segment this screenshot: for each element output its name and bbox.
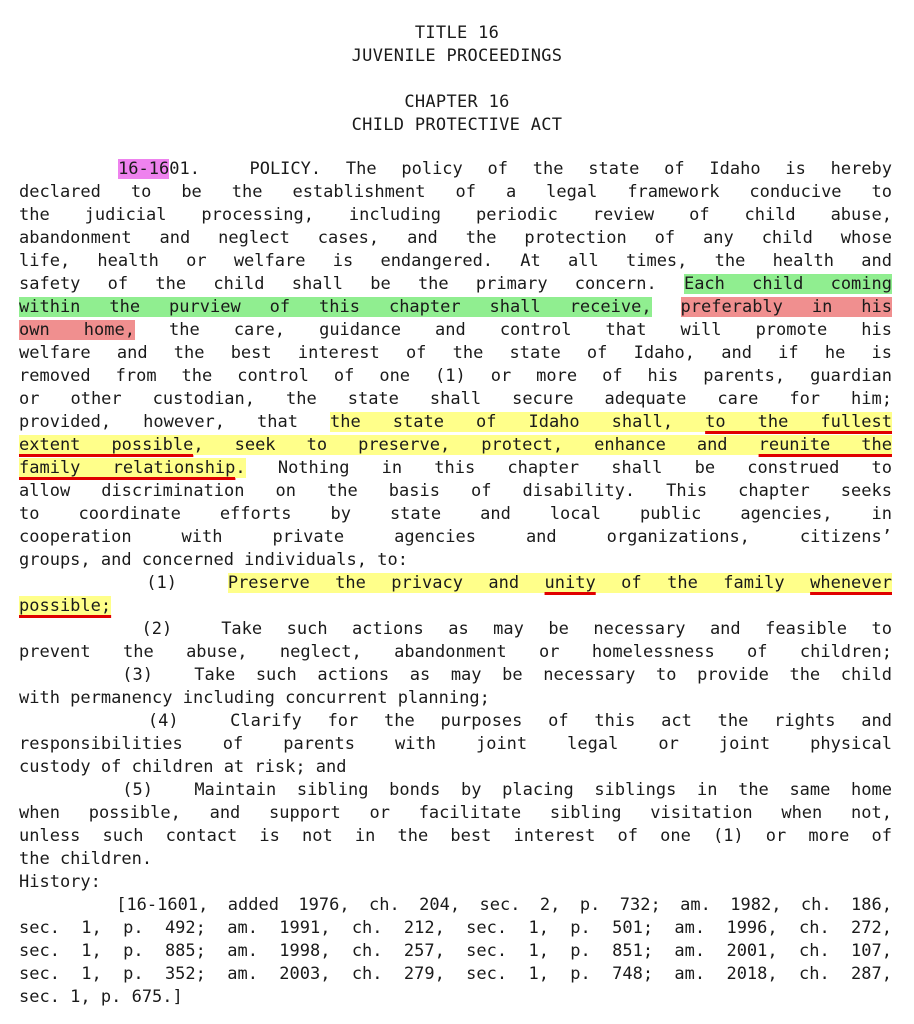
- text-line: [19, 158, 892, 181]
- text-line: [19, 894, 892, 917]
- text-line: [19, 204, 892, 227]
- text-run: 01. POLICY. The policy of the state of Idaho is hereby: [169, 159, 892, 179]
- text-run: (3) Take such actions as may be necessary to provide the child: [19, 665, 892, 685]
- text-run: or other custodian, the state shall secure adequate care for him;: [19, 389, 892, 409]
- highlight-yellow-underlined: whenever: [810, 573, 892, 593]
- text-line: [19, 388, 892, 411]
- text-run: safety of the child shall be the primary concern.: [19, 274, 684, 294]
- text-line: [19, 963, 892, 986]
- text-line: [19, 411, 892, 434]
- highlight-yellow-underlined: extent possible: [19, 435, 194, 455]
- highlight-green: within the purview of this chapter shall receive,: [19, 297, 652, 317]
- text-run: removed from the control of one (1) or more of his parents, guardian: [19, 366, 892, 386]
- text-run: provided, however, that: [19, 412, 331, 432]
- text-run: (1): [19, 573, 228, 593]
- text-run: cooperation with private agencies and organizations, citizens’: [19, 527, 892, 547]
- text-line: [19, 917, 892, 940]
- text-line: [19, 319, 892, 342]
- highlight-yellow-underlined: to the fullest: [705, 412, 893, 432]
- text-line: [19, 871, 892, 894]
- text-line: [19, 457, 892, 480]
- text-line: [19, 641, 892, 664]
- text-line: [19, 572, 892, 595]
- text-run: the children.: [19, 849, 153, 869]
- highlight-yellow: .: [235, 458, 246, 478]
- text-line: [19, 296, 892, 319]
- text-run: Nothing in this chapter shall be construed to: [245, 458, 892, 478]
- text-line: [19, 848, 892, 871]
- text-run: unless such contact is not in the best interest of one (1) or more of: [19, 826, 892, 846]
- text-line: [19, 181, 892, 204]
- text-line: [19, 595, 892, 618]
- text-run: declared to be the establishment of a legal framework conducive to: [19, 182, 892, 202]
- text-line: [19, 549, 892, 572]
- text-run: (5) Maintain sibling bonds by placing siblings in the same home: [19, 780, 892, 800]
- text-line: [19, 526, 892, 549]
- text-run: the care, guidance and control that will promote his: [134, 320, 892, 340]
- text-run: sec. 1, p. 352; am. 2003, ch. 279, sec. 1, p. 748; am. 2018, ch. 287,: [19, 964, 892, 984]
- highlight-yellow: Preserve the privacy and: [227, 573, 545, 593]
- text-run: allow discrimination on the basis of disability. This chapter seeks: [19, 481, 892, 501]
- highlight-yellow-underlined: unity: [544, 573, 596, 593]
- text-run: (2) Take such actions as may be necessary and feasible to: [19, 619, 892, 639]
- highlight-magenta: 16-16: [118, 159, 170, 179]
- text-run: prevent the abuse, neglect, abandonment or homelessness of children;: [19, 642, 892, 662]
- text-line: [19, 779, 892, 802]
- text-run: sec. 1, p. 885; am. 1998, ch. 257, sec. 1, p. 851; am. 2001, ch. 107,: [19, 941, 892, 961]
- text-run: when possible, and support or facilitate sibling visitation when not,: [19, 803, 892, 823]
- text-line: [19, 227, 892, 250]
- highlight-yellow: of the family: [595, 573, 811, 593]
- text-line: [19, 825, 892, 848]
- highlight-yellow: the state of Idaho shall,: [330, 412, 706, 432]
- text-line: [19, 273, 892, 296]
- text-line: [19, 434, 892, 457]
- text-line: [19, 618, 892, 641]
- text-line: [19, 480, 892, 503]
- highlight-green: Each child coming: [683, 274, 892, 294]
- text-line: [19, 664, 892, 687]
- text-line: [19, 986, 892, 1009]
- text-run: groups, and concerned individuals, to:: [19, 550, 408, 570]
- text-run: the judicial processing, including periodic review of child abuse,: [19, 205, 892, 225]
- text-run: History:: [19, 872, 101, 892]
- text-line: [19, 710, 892, 733]
- text-run: [16-1601, added 1976, ch. 204, sec. 2, p. 732; am. 1982, ch. 186,: [19, 895, 892, 915]
- text-run: welfare and the best interest of the state of Idaho, and if he is: [19, 343, 892, 363]
- highlight-yellow-underlined: family relationship: [19, 458, 236, 478]
- highlight-pink: own home,: [19, 320, 135, 340]
- text-line: [19, 687, 892, 710]
- text-line: [19, 250, 892, 273]
- text-line: [19, 756, 892, 779]
- text-line: [19, 733, 892, 756]
- title-line-1: TITLE 16: [414, 23, 500, 43]
- text-run: abandonment and neglect cases, and the protection of any child whose: [19, 228, 892, 248]
- chapter-line-1: CHAPTER 16: [404, 92, 510, 112]
- text-run: [652, 297, 681, 317]
- text-line: [19, 365, 892, 388]
- highlight-yellow-underlined: reunite the: [758, 435, 892, 455]
- text-run: sec. 1, p. 492; am. 1991, ch. 212, sec. 1, p. 501; am. 1996, ch. 272,: [19, 918, 892, 938]
- text-run: to coordinate efforts by state and local public agencies, in: [19, 504, 892, 524]
- chapter-line-2: CHILD PROTECTIVE ACT: [351, 115, 563, 135]
- text-run: with permanency including concurrent planning;: [19, 688, 490, 708]
- text-run: (4) Clarify for the purposes of this act the rights and: [19, 711, 892, 731]
- highlight-yellow: , seek to preserve, protect, enhance and: [193, 435, 759, 455]
- text-line: [19, 940, 892, 963]
- highlight-pink: preferably in his: [680, 297, 892, 317]
- highlight-yellow-underlined: possible;: [19, 596, 112, 616]
- text-line: [19, 802, 892, 825]
- text-run: sec. 1, p. 675.]: [19, 987, 183, 1007]
- text-line: [19, 342, 892, 365]
- text-run: life, health or welfare is endangered. At all times, the health and: [19, 251, 892, 271]
- text-run: custody of children at risk; and: [19, 757, 347, 777]
- title-line-2: JUVENILE PROCEEDINGS: [351, 46, 563, 66]
- text-line: [19, 503, 892, 526]
- text-run: responsibilities of parents with joint legal or joint physical: [19, 734, 892, 754]
- text-run: [19, 159, 118, 179]
